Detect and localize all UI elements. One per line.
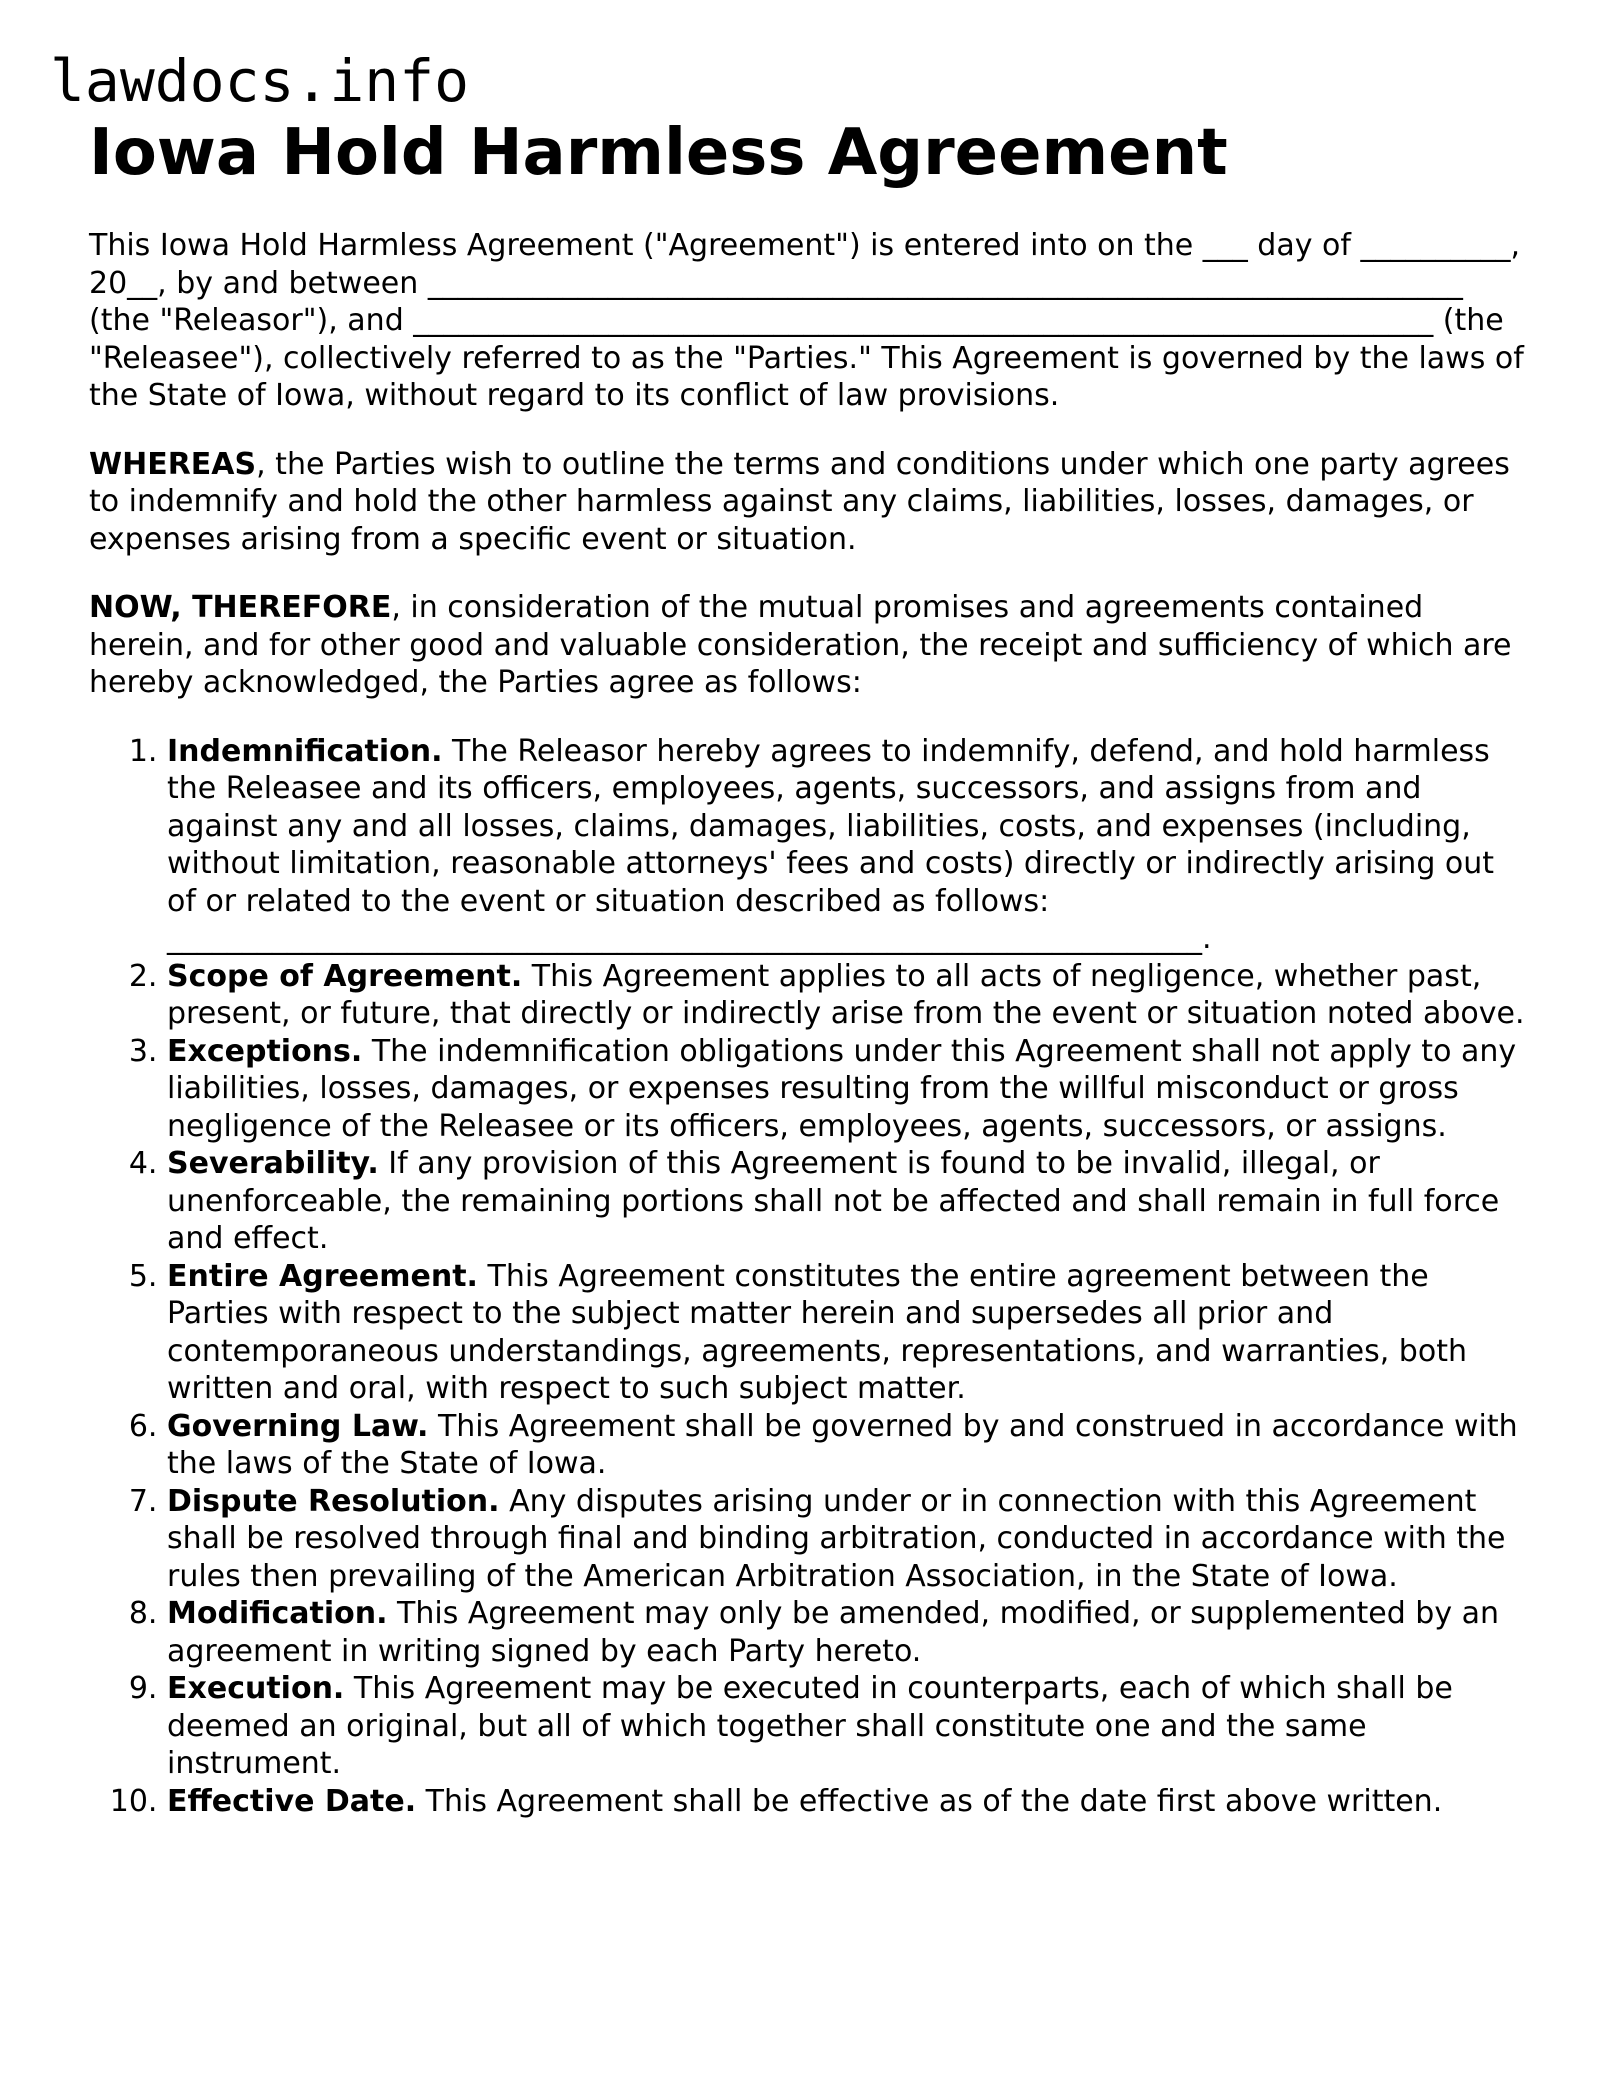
clause-heading: Severability. bbox=[167, 1146, 379, 1181]
clause-text: Any disputes arising under or in connection with this Agreement shall be resolved through final and binding arbitration, conducted in accordance with the rules then prevailing of the American Arbitration Association, in the State of Iowa. bbox=[167, 1483, 1506, 1594]
clause-heading: Execution. bbox=[167, 1671, 345, 1706]
clause-item bbox=[167, 1670, 1529, 1783]
whereas-paragraph bbox=[89, 446, 1529, 559]
clause-text: This Agreement shall be effective as of the date first above written. bbox=[416, 1783, 1443, 1819]
clause-list bbox=[89, 733, 1529, 1821]
document-title: Iowa Hold Harmless Agreement bbox=[89, 116, 1228, 190]
intro-paragraph: This Iowa Hold Harmless Agreement ("Agreement") is entered into on the ___ day of __________, 20__, by and between _____________________________________________________________________ (the "Releasor"), and ____________________________________________________________________ (the "Releasee"), collectively referred to as the "Parties." This Agreement is governed by the laws of the State of Iowa, without regard to its conflict of law provisions. bbox=[89, 228, 1524, 413]
clause-text: The Releasor hereby agrees to indemnify, defend, and hold harmless the Releasee and its officers, employees, agents, successors, and assigns from and against any and all losses, claims, damages, liabilities, costs, and expenses (including, without limitation, reasonable attorneys' fees and costs) directly or indirectly arising out of or related to the event or situation described as follows: _____________________________________________________________________. bbox=[167, 733, 1495, 956]
clause-heading: Entire Agreement. bbox=[167, 1258, 478, 1294]
clause-heading: Indemnification. bbox=[167, 733, 443, 769]
clause-heading: Governing Law. bbox=[167, 1408, 429, 1444]
clause-item bbox=[167, 1145, 1529, 1258]
clause-item bbox=[167, 1258, 1529, 1408]
clause-heading: Scope of Agreement. bbox=[167, 958, 523, 994]
clause-item bbox=[167, 1783, 1529, 1821]
clause-item bbox=[167, 733, 1529, 958]
therefore-paragraph bbox=[89, 589, 1529, 702]
clause-text: If any provision of this Agreement is found to be invalid, illegal, or unenforceable, the remaining portions shall not be affected and shall remain in full force and effect. bbox=[167, 1146, 1500, 1256]
clause-heading: Effective Date. bbox=[167, 1783, 417, 1819]
clause-text: This Agreement constitutes the entire agreement between the Parties with respect to the subject matter herein and supersedes all prior and contemporaneous understandings, agreements, representations, and warranties, both written and oral, with respect to such subject matter. bbox=[167, 1258, 1467, 1406]
clause-text: This Agreement shall be governed by and construed in accordance with the laws of the State of Iowa. bbox=[167, 1408, 1518, 1481]
clause-heading: Modification. bbox=[167, 1596, 388, 1631]
therefore-lead: NOW, THEREFORE bbox=[89, 590, 392, 625]
document-body bbox=[89, 115, 1529, 1820]
watermark: lawdocs.info bbox=[50, 47, 470, 115]
clause-heading: Dispute Resolution. bbox=[167, 1483, 500, 1519]
clause-text: The indemnification obligations under this Agreement shall not apply to any liabilities, losses, damages, or expenses resulting from the willful misconduct or gross negligence of the Releasee or its officers, employees, agents, successors, or assigns. bbox=[167, 1033, 1517, 1144]
clause-item bbox=[167, 1033, 1529, 1146]
clause-text: This Agreement may only be amended, modified, or supplemented by an agreement in writing signed by each Party hereto. bbox=[167, 1596, 1500, 1669]
clause-text: This Agreement may be executed in counterparts, each of which shall be deemed an original, but all of which together shall constitute one and the same instrument. bbox=[167, 1671, 1453, 1781]
clause-item bbox=[167, 1595, 1529, 1670]
whereas-text: , the Parties wish to outline the terms and conditions under which one party agrees to indemnify and hold the other harmless against any claims, liabilities, losses, damages, or expenses arising from a specific event or situation. bbox=[89, 446, 1510, 557]
clause-item bbox=[167, 958, 1529, 1033]
clause-text: This Agreement applies to all acts of negligence, whether past, present, or future, that directly or indirectly arise from the event or situation noted above. bbox=[167, 958, 1525, 1031]
therefore-text: , in consideration of the mutual promises and agreements contained herein, and for other good and valuable consideration, the receipt and sufficiency of which are hereby acknowledged, the Parties agree as follows: bbox=[89, 590, 1512, 700]
clause-item bbox=[167, 1483, 1529, 1596]
whereas-lead: WHEREAS bbox=[89, 446, 257, 482]
clause-item bbox=[167, 1408, 1529, 1483]
clause-heading: Exceptions. bbox=[167, 1033, 363, 1069]
